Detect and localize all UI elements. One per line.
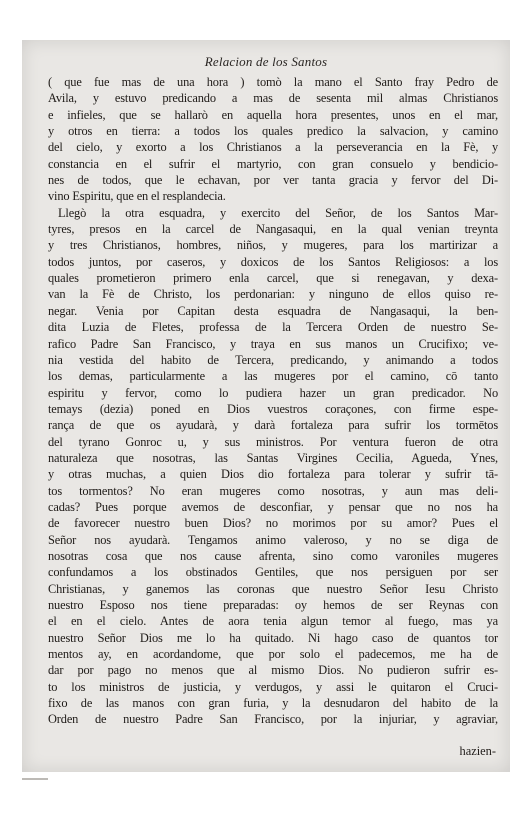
text-line: ( que fue mas de una hora ) tomò la mano el Santo fray Pedro de <box>48 75 498 89</box>
text-line: tyres, presos en la carcel de Nangasaqui, en la qual venian treynta <box>48 222 498 237</box>
manuscript-page <box>22 40 510 772</box>
text-line: el en el cielo. Antes de aora tenia algun temor al fuego, mas ya <box>48 614 498 629</box>
text-line: y tres Christianos, hombres, niños, y mugeres, para los martirizar a <box>48 238 498 253</box>
text-line: quales prometieron primero enla carcel, que si renegavan, y dexa- <box>48 271 498 286</box>
text-line: Llegò la otra esquadra, y exercito del Señor, de los Santos Mar- <box>58 205 498 220</box>
text-line: constancia en el sufrir el martyrio, con gran consuelo y bendicio- <box>48 156 498 171</box>
text-line: nes de todos, que le echavan, por ver tanta gracia y fervor del Di- <box>48 173 498 188</box>
text-line: y otros en tierra: a todos los quales predico la salvacion, y camino <box>48 124 498 139</box>
text-line: nosotras cosa que nos cause afrenta, sino como varoniles mugeres <box>48 548 498 563</box>
text-line: dar por pago no menos que al mismo Dios. No pudieron sufrir es- <box>48 663 498 678</box>
text-line: cadas? Pues porque avemos de desconfiar, y pensar que no nos ha <box>48 499 498 514</box>
text-line: naturaleza que nosotras, las Santas Virgines Cecilia, Agueda, Ynes, <box>48 450 498 465</box>
text-line: temays (dezia) poned en Dios vuestros coraçones, con firme espe- <box>48 401 498 416</box>
page-edge-mark <box>22 778 48 780</box>
text-line: dita Luzia de Fletes, professa de la Tercera Orden de nuestro Se- <box>48 320 498 335</box>
body-text <box>48 74 498 728</box>
text-line: nuestro Esposo nos tiene preparadas: oy hemos de ser Reynas con <box>48 598 498 612</box>
text-line: y otras muchas, a quien Dios dio fortaleza para tolerar y sufrir tā- <box>48 467 498 482</box>
text-line: tos tormentos? No eran mugeres como nosotras, y aun mas deli- <box>48 483 498 498</box>
text-line: Christianas, y ganemos las coronas que nuestro Señor Iesu Christo <box>48 581 498 596</box>
text-line: Avila, y estuvo predicando a mas de sesenta mil almas Christianos <box>48 91 498 106</box>
text-line: negar. Venia por Capitan desta esquadra de Nangasaqui, la ben- <box>48 303 498 318</box>
text-line: e infieles, que se hallarò en aquella hora presentes, unos en el mar, <box>48 107 498 122</box>
text-line: del tyrano Gonroc u, y sus ministros. Por ventura fueron de otra <box>48 434 498 449</box>
text-line: mentos ay, en acordandome, que por solo el padecemos, me ha de <box>48 647 498 662</box>
text-line: rafico Padre San Francisco, y traya en sus manos un Crucifixo; ve- <box>48 336 498 351</box>
text-line: nuestro Señor Dios me lo ha quitado. Ni hago caso de quantos tor <box>48 630 498 645</box>
text-line: del cielo, y exorto a los Christianos a la perseverancia en la Fè, y <box>48 140 498 155</box>
text-line: fixo de las manos con gran furia, y la desnudaron del habito de la <box>48 696 498 711</box>
text-line: los demas, particularmente a las mugeres por el camino, cō tanto <box>48 369 498 384</box>
text-line: todos juntos, por caseros, y doxicos de los Santos Religiosos: a los <box>48 254 498 269</box>
text-line: nia vestida del habito de Tercera, predicando, y animando a todos <box>48 352 498 367</box>
text-line: van la Fè de Christo, los perdonarian: y ninguno de ellos quiso re- <box>48 287 498 302</box>
text-line: confundamos a los obstinados Gentiles, que nos persiguen por ser <box>48 565 498 580</box>
text-line: espiritu y fervor, como lo pudiera hazer un gran predicador. No <box>48 385 498 400</box>
text-line: Señor nos ayudarà. Tengamos animo valeroso, y no se diga de <box>48 532 498 547</box>
text-line: vino Espiritu, que en el resplandecia. <box>48 189 226 204</box>
text-line: to los ministros de justicia, y verdugos, y assi le quitaron el Cruci- <box>48 679 498 694</box>
text-line: Orden de nuestro Padre San Francisco, por la injuriar, y agraviar, <box>48 712 498 727</box>
text-line: rança de que os ayudarà, y darà fortaleza para sufrir los tormētos <box>48 418 498 433</box>
running-title: Relacion de los Santos <box>204 54 328 69</box>
catchword: hazien- <box>459 744 496 758</box>
text-line: de favorecer nuestro buen Dios? no morimos por su amor? Pues el <box>48 516 498 531</box>
